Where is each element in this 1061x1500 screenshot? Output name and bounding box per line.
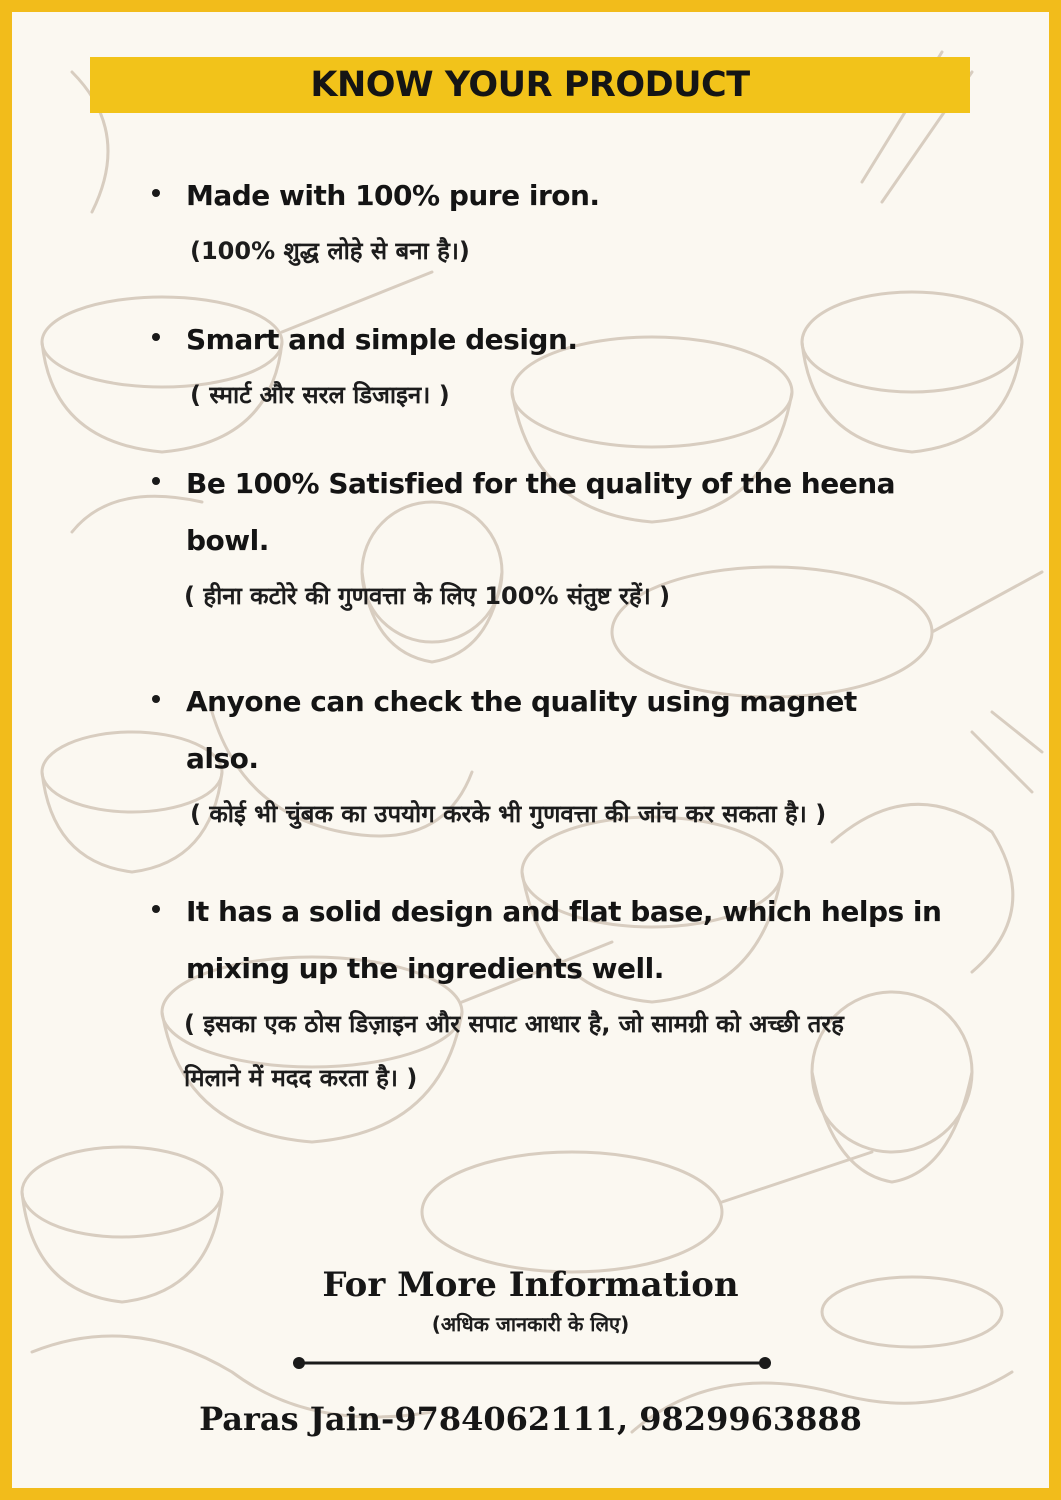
contact-info: Paras Jain-9784062111, 9829963888: [199, 1400, 862, 1438]
feature-item: [152, 883, 972, 1105]
bullet-dot: [152, 189, 160, 197]
feature-list: [152, 167, 972, 1105]
feature-hindi: ( कोई भी चुंबक का उपयोग करके भी गुणवत्ता की जांच कर सकता है। ): [190, 800, 827, 828]
bullet-dot: [152, 905, 160, 913]
feature-english: Be 100% Satisfied for the quality of the heena bowl.: [186, 467, 896, 557]
feature-english: Anyone can check the quality using magnet also.: [186, 685, 857, 775]
feature-english: It has a solid design and flat base, which helps in mixing up the ingredients well.: [186, 895, 942, 985]
feature-hindi: ( स्मार्ट और सरल डिजाइन। ): [190, 381, 450, 409]
feature-item: [152, 167, 972, 278]
more-info-block: [12, 1262, 1049, 1340]
feature-item: [152, 455, 972, 623]
title-banner: [90, 57, 970, 113]
feature-hindi: ( इसका एक ठोस डिज़ाइन और सपाट आधार है, जो सामग्री को अच्छी तरह मिलाने में मदद करता है। ): [184, 1010, 844, 1092]
bullet-dot: [152, 477, 160, 485]
feature-english: Smart and simple design.: [186, 323, 578, 356]
bullet-dot: [152, 333, 160, 341]
feature-english: Made with 100% pure iron.: [186, 179, 600, 212]
feature-hindi: (100% शुद्ध लोहे से बना है।): [190, 237, 470, 265]
feature-item: [152, 311, 972, 422]
divider-line: [292, 1356, 772, 1370]
feature-item: [152, 673, 972, 841]
more-info-hindi: (अधिक जानकारी के लिए): [431, 1312, 630, 1336]
bullet-dot: [152, 695, 160, 703]
page-title: KNOW YOUR PRODUCT: [310, 65, 750, 105]
feature-hindi: ( हीना कटोरे की गुणवत्ता के लिए 100% संतुष्ट रहें। ): [184, 582, 671, 610]
more-info-heading: For More Information: [322, 1265, 739, 1305]
